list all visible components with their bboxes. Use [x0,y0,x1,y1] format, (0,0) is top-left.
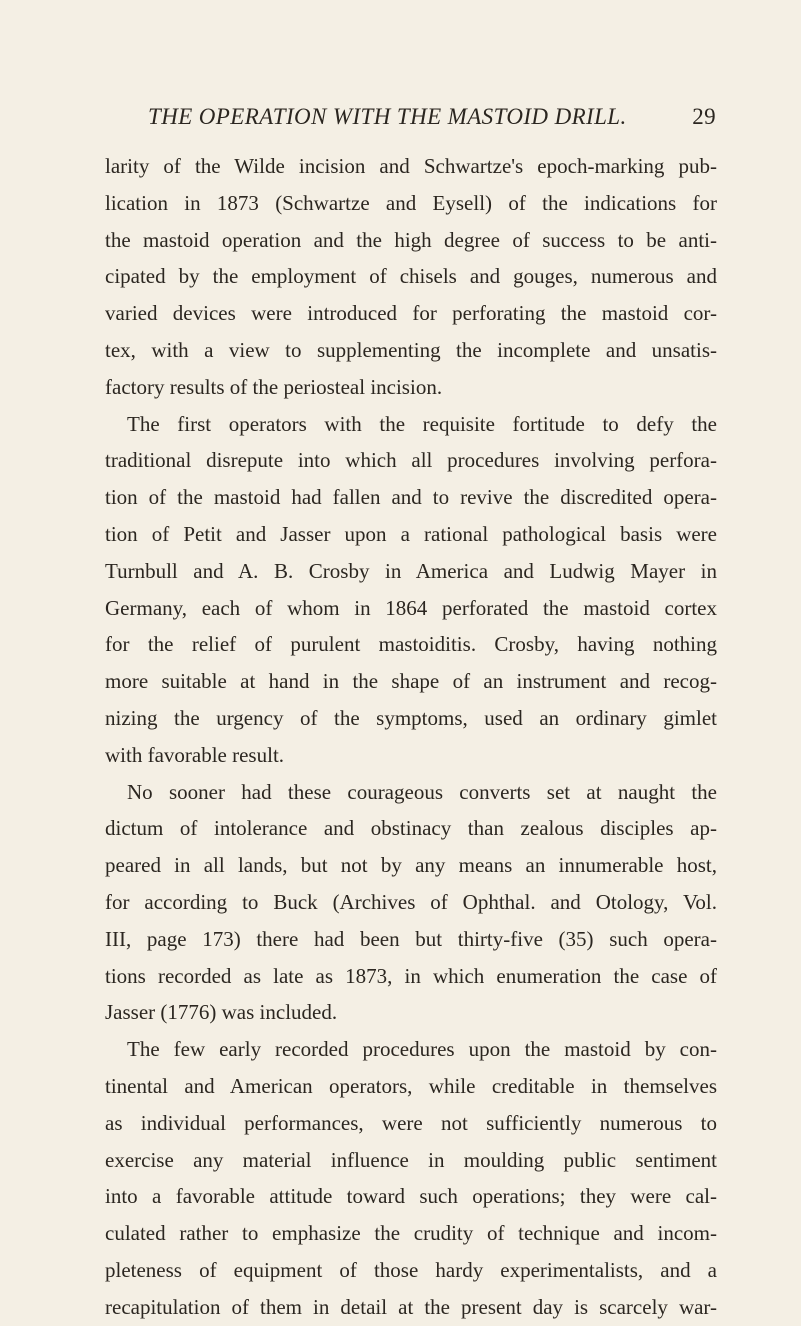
running-header [148,104,716,134]
text-line: tion of the mastoid had fallen and to revive the discredited opera- [105,485,717,510]
paragraph-4 [105,1031,717,1325]
text-line: The first operators with the requisite fortitude to defy the [127,411,717,436]
text-line: into a favorable attitude toward such operations; they were cal- [105,1184,717,1209]
text-line: more suitable at hand in the shape of an instrument and recog- [105,669,717,694]
text-line: tion of Petit and Jasser upon a rational pathological basis were [105,521,717,546]
paragraph-2 [105,406,717,774]
text-line: pleteness of equipment of those hardy experimentalists, and a [105,1257,717,1282]
text-line: tions recorded as late as 1873, in which enumeration the case of [105,963,717,988]
text-line: varied devices were introduced for perforating the mastoid cor- [105,301,717,326]
page-number: 29 [692,104,716,129]
text-line: tinental and American operators, while creditable in themselves [105,1073,717,1098]
paragraph-1 [105,148,717,406]
text-line: No sooner had these courageous converts set at naught the [127,779,717,804]
body-text [105,148,717,1326]
text-line: as individual performances, were not sufficiently numerous to [105,1110,717,1135]
text-line: III, page 173) there had been but thirty-five (35) such opera- [105,926,717,951]
text-line: factory results of the periosteal incision. [105,374,443,399]
text-line: nizing the urgency of the symptoms, used an ordinary gimlet [105,705,717,730]
text-line: tex, with a view to supplementing the incomplete and unsatis- [105,337,717,362]
text-line: exercise any material influence in moulding public sentiment [105,1147,717,1172]
text-line: the mastoid operation and the high degree of success to be anti- [105,227,717,252]
text-line: The few early recorded procedures upon the mastoid by con- [127,1037,717,1062]
text-line: recapitulation of them in detail at the present day is scarcely war- [105,1294,717,1319]
text-line: Turnbull and A. B. Crosby in America and Ludwig Mayer in [105,558,717,583]
text-line: dictum of intolerance and obstinacy than zealous disciples ap- [105,816,717,841]
text-line: traditional disrepute into which all procedures involving perfora- [105,448,717,473]
text-line: peared in all lands, but not by any means an innumerable host, [105,853,717,878]
paragraph-3 [105,774,717,1032]
text-line: for according to Buck (Archives of Ophthal. and Otology, Vol. [105,889,717,914]
text-line: Jasser (1776) was included. [105,1000,338,1025]
running-title: THE OPERATION WITH THE MASTOID DRILL. [148,104,627,129]
text-line: culated rather to emphasize the crudity of technique and incom- [105,1221,717,1246]
text-line: cipated by the employment of chisels and gouges, numerous and [105,264,717,289]
text-line: larity of the Wilde incision and Schwartze's epoch-marking pub- [105,154,717,178]
text-line: with favorable result. [105,742,285,767]
text-line: Germany, each of whom in 1864 perforated the mastoid cortex [105,595,717,620]
text-line: lication in 1873 (Schwartze and Eysell) of the indications for [105,190,717,215]
text-line: for the relief of purulent mastoiditis. Crosby, having nothing [105,632,717,657]
